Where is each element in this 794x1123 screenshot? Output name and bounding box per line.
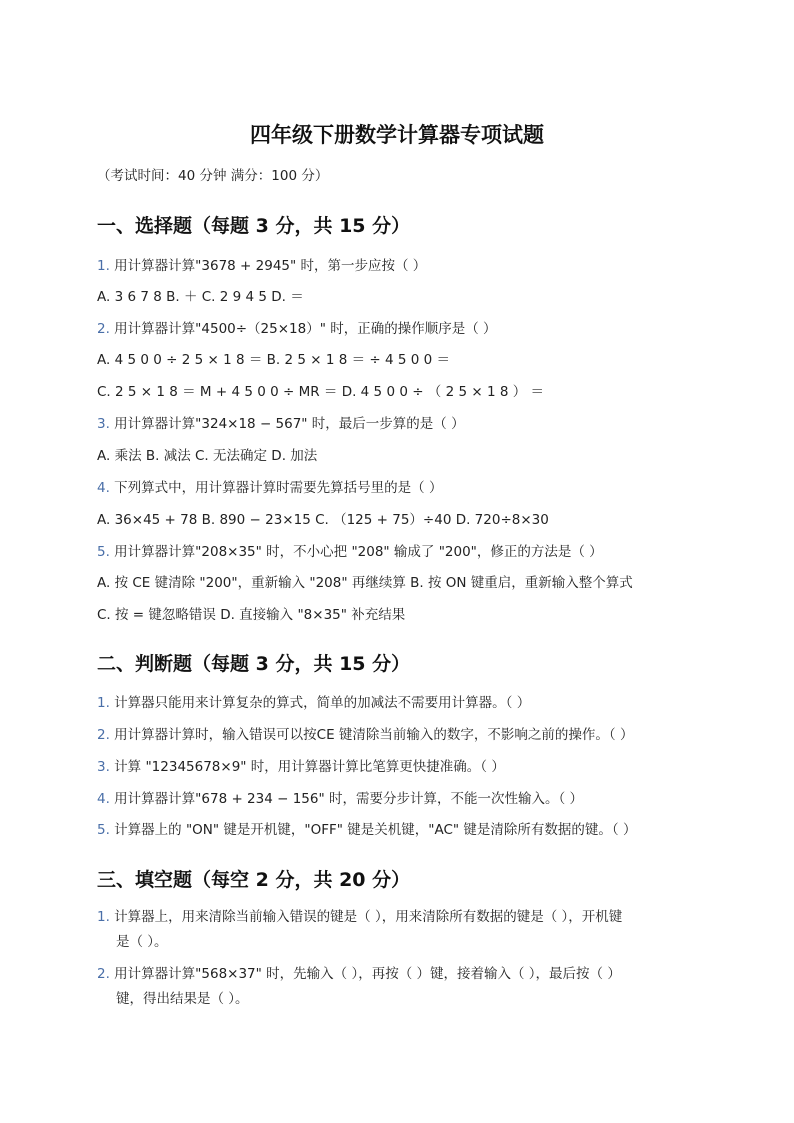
question-number: 1. xyxy=(97,909,110,925)
options-line xyxy=(97,350,450,370)
page-title: 四年级下册数学计算器专项试题 xyxy=(250,123,544,147)
question-text: 计算 "12345678×9" 时，用计算器计算比笔算更快捷准确。（ ） xyxy=(109,759,505,775)
question-number: 2. xyxy=(97,321,110,337)
options-text: C. 按 = 键忽略错误 D. 直接输入 "8×35" 补充结果 xyxy=(97,607,406,623)
question-line xyxy=(97,962,687,1012)
question-line xyxy=(97,757,505,777)
options-line xyxy=(97,605,405,625)
question-number: 4. xyxy=(97,480,110,496)
options-text: C. 2 5 × 1 8 ＝ M + 4 5 0 0 ÷ MR ＝ D. 4 5 0 0 ÷ （ 2 5 × 1 8 ） ＝ xyxy=(97,384,545,400)
question-line xyxy=(97,905,687,955)
question-text: 用计算器计算"568×37" 时，先输入（ ），再按（ ）键，接着输入（ ），最后按（ ） xyxy=(109,966,621,982)
options-line xyxy=(97,573,633,593)
question-number: 5. xyxy=(97,544,110,560)
question-line xyxy=(97,414,465,434)
question-number: 4. xyxy=(97,791,110,807)
options-line xyxy=(97,382,544,402)
question-number: 2. xyxy=(97,727,110,743)
exam-info: （考试时间：40 分钟 满分：100 分） xyxy=(97,168,329,184)
section-heading-true-false: 二、判断题（每题 3 分，共 15 分） xyxy=(97,653,411,675)
question-line xyxy=(97,542,603,562)
question-text: 用计算器计算"4500÷（25×18）" 时，正确的操作顺序是（ ） xyxy=(109,321,497,337)
question-number: 3. xyxy=(97,759,110,775)
question-line xyxy=(97,478,442,498)
question-number: 5. xyxy=(97,822,110,838)
question-text: 用计算器计算"3678 + 2945" 时，第一步应按（ ） xyxy=(109,258,427,274)
question-text: 用计算器计算"324×18 − 567" 时，最后一步算的是（ ） xyxy=(109,416,465,432)
question-text: 用计算器计算"208×35" 时，不小心把 "208" 输成了 "200"，修正的方法是（ ） xyxy=(109,544,603,560)
question-number: 1. xyxy=(97,258,110,274)
options-text: A. 36×45 + 78 B. 890 − 23×15 C. （125 + 75）÷40 D. 720÷8×30 xyxy=(97,512,549,528)
question-number: 1. xyxy=(97,695,110,711)
question-line xyxy=(97,725,633,745)
question-text-continued: 是（ ）。 xyxy=(116,934,168,950)
options-text: A. 乘法 B. 减法 C. 无法确定 D. 加法 xyxy=(97,448,318,464)
question-text: 计算器上，用来清除当前输入错误的键是（ ），用来清除所有数据的键是（ ），开机键 xyxy=(109,909,623,925)
question-line xyxy=(97,319,497,339)
options-text: A. 按 CE 键清除 "200"，重新输入 "208" 再继续算 B. 按 ON 键重启，重新输入整个算式 xyxy=(97,575,633,591)
question-text: 下列算式中，用计算器计算时需要先算括号里的是（ ） xyxy=(109,480,443,496)
question-text: 用计算器计算"678 + 234 − 156" 时，需要分步计算，不能一次性输入。（ ） xyxy=(109,791,584,807)
section-heading-fill-blank: 三、填空题（每空 2 分，共 20 分） xyxy=(97,869,411,891)
section-heading-choice: 一、选择题（每题 3 分，共 15 分） xyxy=(97,215,411,237)
question-line xyxy=(97,693,530,713)
question-line xyxy=(97,820,636,840)
options-line xyxy=(97,510,549,530)
question-number: 3. xyxy=(97,416,110,432)
options-line xyxy=(97,287,304,307)
question-line xyxy=(97,789,583,809)
question-text-continued: 键，得出结果是（ ）。 xyxy=(116,991,249,1007)
question-number: 2. xyxy=(97,966,110,982)
options-text: A. 3 6 7 8 B. ＋ C. 2 9 4 5 D. ＝ xyxy=(97,289,304,305)
question-line xyxy=(97,256,426,276)
options-text: A. 4 5 0 0 ÷ 2 5 × 1 8 ＝ B. 2 5 × 1 8 ＝ ÷ 4 5 0 0 ＝ xyxy=(97,352,451,368)
question-text: 计算器上的 "ON" 键是开机键，"OFF" 键是关机键，"AC" 键是清除所有数据的键。（ ） xyxy=(109,822,637,838)
question-text: 用计算器计算时，输入错误可以按CE 键清除当前输入的数字，不影响之前的操作。（ ） xyxy=(109,727,634,743)
options-line xyxy=(97,446,317,466)
question-text: 计算器只能用来计算复杂的算式，简单的加减法不需要用计算器。（ ） xyxy=(109,695,531,711)
